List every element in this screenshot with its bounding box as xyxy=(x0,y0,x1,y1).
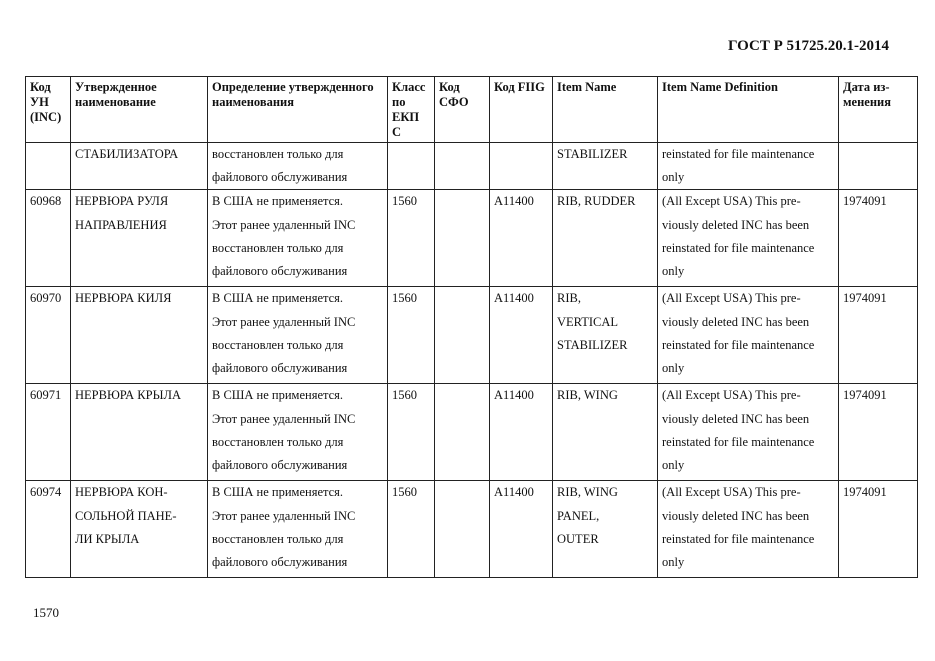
cell-fiig: A11400 xyxy=(490,190,553,287)
col-header-change-date: Дата из- менения xyxy=(839,77,918,143)
cell-approved-name: НЕРВЮРА РУЛЯ НАПРАВЛЕНИЯ xyxy=(71,190,208,287)
col-header-fiig: Код FIIG xyxy=(490,77,553,143)
cell-inc: 60974 xyxy=(26,481,71,578)
cell-fiig: A11400 xyxy=(490,481,553,578)
cell-approved-name: НЕРВЮРА КИЛЯ xyxy=(71,287,208,384)
cell-item-name: RIB, VERTICAL STABILIZER xyxy=(553,287,658,384)
cell-item-definition: (All Except USA) This pre- viously deleted INC has been reinstated for file maintenance only xyxy=(658,384,839,481)
cell-item-name: RIB, RUDDER xyxy=(553,190,658,287)
col-header-item-definition: Item Name Definition xyxy=(658,77,839,143)
cell-definition: В США не применяется. Этот ранее удаленный INC восстановлен только для файлового обслуживания xyxy=(208,384,388,481)
cell-class: 1560 xyxy=(388,481,435,578)
cell-inc: 60971 xyxy=(26,384,71,481)
col-header-class: Класс по ЕКП С xyxy=(388,77,435,143)
inc-table xyxy=(25,76,918,578)
cell-change-date: 1974091 xyxy=(839,190,918,287)
col-header-definition: Определение утвержденного наименования xyxy=(208,77,388,143)
cell-fiig xyxy=(490,143,553,190)
cell-class: 1560 xyxy=(388,287,435,384)
cell-approved-name: НЕРВЮРА КОН- СОЛЬНОЙ ПАНЕ- ЛИ КРЫЛА xyxy=(71,481,208,578)
cell-sfo xyxy=(435,143,490,190)
cell-change-date: 1974091 xyxy=(839,384,918,481)
cell-approved-name: НЕРВЮРА КРЫЛА xyxy=(71,384,208,481)
cell-inc: 60970 xyxy=(26,287,71,384)
cell-sfo xyxy=(435,190,490,287)
cell-item-definition: (All Except USA) This pre- viously deleted INC has been reinstated for file maintenance only xyxy=(658,190,839,287)
cell-definition: В США не применяется. Этот ранее удаленный INC восстановлен только для файлового обслуживания xyxy=(208,287,388,384)
table-row xyxy=(26,190,918,287)
cell-sfo xyxy=(435,384,490,481)
col-header-inc: Код УН (INC) xyxy=(26,77,71,143)
table-row xyxy=(26,143,918,190)
cell-inc xyxy=(26,143,71,190)
cell-fiig: A11400 xyxy=(490,287,553,384)
table-header-row xyxy=(26,77,918,143)
cell-inc: 60968 xyxy=(26,190,71,287)
cell-item-name: RIB, WING PANEL, OUTER xyxy=(553,481,658,578)
document-code: ГОСТ Р 51725.20.1-2014 xyxy=(727,38,889,54)
cell-definition: В США не применяется. Этот ранее удаленный INC восстановлен только для файлового обслуживания xyxy=(208,190,388,287)
cell-item-definition: (All Except USA) This pre- viously deleted INC has been reinstated for file maintenance only xyxy=(658,481,839,578)
cell-class xyxy=(388,143,435,190)
cell-sfo xyxy=(435,287,490,384)
cell-item-name: STABILIZER xyxy=(553,143,658,190)
cell-item-name: RIB, WING xyxy=(553,384,658,481)
cell-definition: восстановлен только для файлового обслуживания xyxy=(208,143,388,190)
cell-change-date xyxy=(839,143,918,190)
cell-sfo xyxy=(435,481,490,578)
cell-change-date: 1974091 xyxy=(839,481,918,578)
col-header-item-name: Item Name xyxy=(553,77,658,143)
cell-definition: В США не применяется. Этот ранее удаленный INC восстановлен только для файлового обслуживания xyxy=(208,481,388,578)
page-number: 1570 xyxy=(33,605,59,620)
table-row xyxy=(26,481,918,578)
cell-class: 1560 xyxy=(388,190,435,287)
table-row xyxy=(26,384,918,481)
cell-change-date: 1974091 xyxy=(839,287,918,384)
cell-class: 1560 xyxy=(388,384,435,481)
table-row xyxy=(26,287,918,384)
col-header-approved-name: Утвержденное наименование xyxy=(71,77,208,143)
col-header-sfo: Код СФО xyxy=(435,77,490,143)
cell-fiig: A11400 xyxy=(490,384,553,481)
cell-item-definition: (All Except USA) This pre- viously deleted INC has been reinstated for file maintenance only xyxy=(658,287,839,384)
cell-item-definition: reinstated for file maintenance only xyxy=(658,143,839,190)
cell-approved-name: СТАБИЛИЗАТОРА xyxy=(71,143,208,190)
